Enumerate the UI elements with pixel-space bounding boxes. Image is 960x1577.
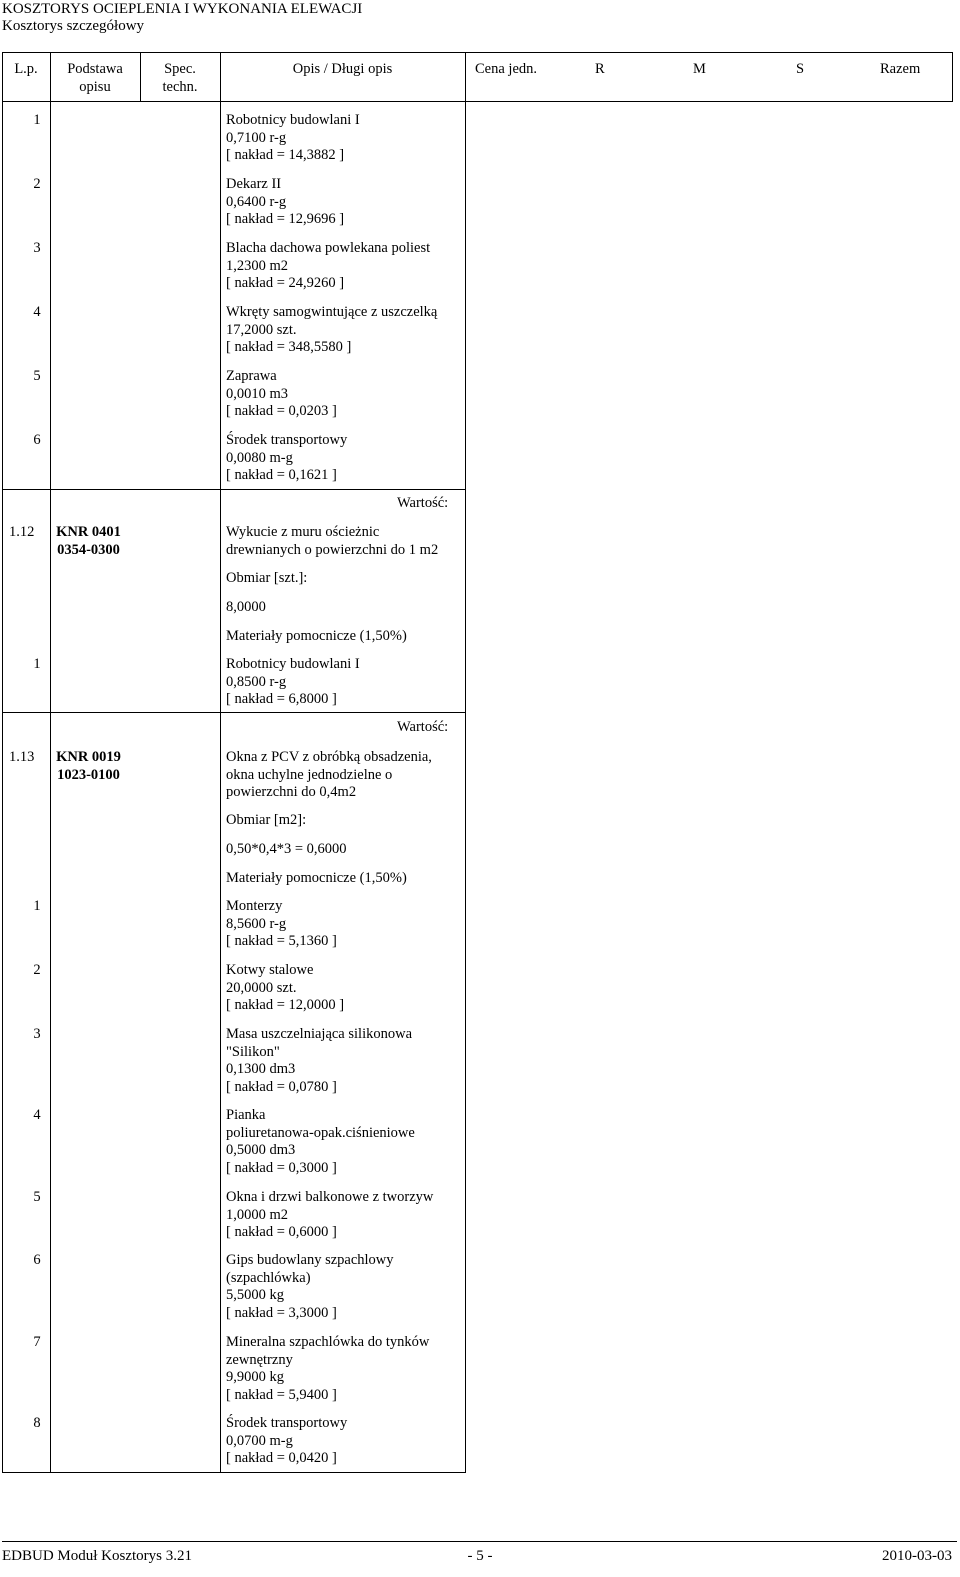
col-header-m: M: [693, 61, 706, 77]
resource-desc: Wkręty samogwintujące z uszczelką 17,2000 szt. [ nakład = 348,5580 ]: [226, 304, 438, 355]
col-header-r: R: [595, 61, 605, 77]
resource-desc: Pianka poliuretanowa-opak.ciśnieniowe 0,5000 dm3 [ nakład = 0,3000 ]: [226, 1107, 415, 1176]
resource-desc: Środek transportowy 0,0080 m-g [ nakład = 0,1621 ]: [226, 432, 348, 483]
header-bottom-border: [2, 101, 953, 102]
resource-no: 1: [33, 656, 41, 672]
resource-no: 3: [33, 240, 41, 256]
resource-desc: Blacha dachowa powlekana poliest 1,2300 m2 [ nakład = 24,9260 ]: [226, 240, 431, 291]
item-description: Okna z PCV z obróbką obsadzenia, okna uchylne jednodzielne o powierzchni do 0,4m2: [226, 749, 432, 800]
measure-label: Obmiar [szt.]:: [226, 570, 308, 586]
footer-page-number: - 5 -: [467, 1548, 493, 1564]
resource-desc: Robotnicy budowlani I 0,7100 r-g [ nakład = 14,3882 ]: [226, 112, 360, 163]
table-top-border: [2, 52, 953, 53]
resource-no: 5: [33, 1189, 41, 1205]
resource-no: 2: [33, 176, 41, 192]
header-divider: [465, 52, 466, 102]
header-right-border: [952, 52, 953, 102]
body-divider: [465, 101, 466, 1473]
value-label: Wartość:: [397, 495, 449, 511]
col-header-s: S: [796, 61, 805, 77]
resource-no: 6: [33, 432, 41, 448]
resource-desc: Monterzy 8,5600 r-g [ nakład = 5,1360 ]: [226, 898, 337, 949]
col-header-spec: Spec. techn.: [162, 61, 198, 95]
resource-no: 1: [33, 112, 41, 128]
col-header-podstawa: Podstawa opisu: [67, 61, 123, 95]
resource-no: 5: [33, 368, 41, 384]
resource-desc: Mineralna szpachlówka do tynków zewnętrzny 9,9000 kg [ nakład = 5,9400 ]: [226, 1334, 430, 1403]
footer-rule: [2, 1541, 957, 1542]
resource-no: 3: [33, 1026, 41, 1042]
materials-note: Materiały pomocnicze (1,50%): [226, 870, 407, 886]
item-description: Wykucie z muru ościeżnic drewnianych o powierzchni do 1 m2: [226, 524, 439, 558]
materials-note: Materiały pomocnicze (1,50%): [226, 628, 407, 644]
resource-desc: Zaprawa 0,0010 m3 [ nakład = 0,0203 ]: [226, 368, 337, 419]
resource-no: 2: [33, 962, 41, 978]
resource-no: 4: [33, 1107, 41, 1123]
resource-desc: Środek transportowy 0,0700 m-g [ nakład = 0,0420 ]: [226, 1415, 348, 1466]
table-bottom-border: [2, 1472, 466, 1473]
item-number: 1.13: [9, 749, 35, 765]
measure-value: 0,50*0,4*3 = 0,6000: [226, 841, 347, 857]
footer-date: 2010-03-03: [882, 1548, 952, 1564]
item-basis: KNR 0401 0354-0300: [56, 524, 121, 558]
body-divider: [220, 101, 221, 1473]
resource-no: 4: [33, 304, 41, 320]
resource-desc: Masa uszczelniająca silikonowa "Silikon" 0,1300 dm3 [ nakład = 0,0780 ]: [226, 1026, 413, 1095]
section-separator: [2, 712, 466, 713]
resource-no: 6: [33, 1252, 41, 1268]
section-separator: [2, 489, 466, 490]
resource-desc: Kotwy stalowe 20,0000 szt. [ nakład = 12,0000 ]: [226, 962, 345, 1013]
resource-desc: Okna i drzwi balkonowe z tworzyw 1,0000 m2 [ nakład = 0,6000 ]: [226, 1189, 434, 1240]
value-label: Wartość:: [397, 719, 449, 735]
measure-label: Obmiar [m2]:: [226, 812, 307, 828]
document-title: KOSZTORYS OCIEPLENIA I WYKONANIA ELEWACJI: [2, 1, 363, 17]
resource-no: 7: [33, 1334, 41, 1350]
col-header-lp: L.p.: [14, 61, 38, 77]
footer-software: EDBUD Moduł Kosztorys 3.21: [2, 1548, 192, 1564]
resource-desc: Gips budowlany szpachlowy (szpachlówka) 5,5000 kg [ nakład = 3,3000 ]: [226, 1252, 394, 1321]
resource-desc: Robotnicy budowlani I 0,8500 r-g [ nakład = 6,8000 ]: [226, 656, 360, 707]
col-header-cena: Cena jedn.: [475, 61, 538, 77]
col-header-razem: Razem: [880, 61, 921, 77]
resource-no: 1: [33, 898, 41, 914]
item-number: 1.12: [9, 524, 35, 540]
document-subtitle: Kosztorys szczegółowy: [2, 18, 145, 34]
resource-no: 8: [33, 1415, 41, 1431]
resource-desc: Dekarz II 0,6400 r-g [ nakład = 12,9696 ]: [226, 176, 345, 227]
measure-value: 8,0000: [226, 599, 266, 615]
item-basis: KNR 0019 1023-0100: [56, 749, 121, 783]
col-header-opis: Opis / Długi opis: [292, 61, 393, 77]
